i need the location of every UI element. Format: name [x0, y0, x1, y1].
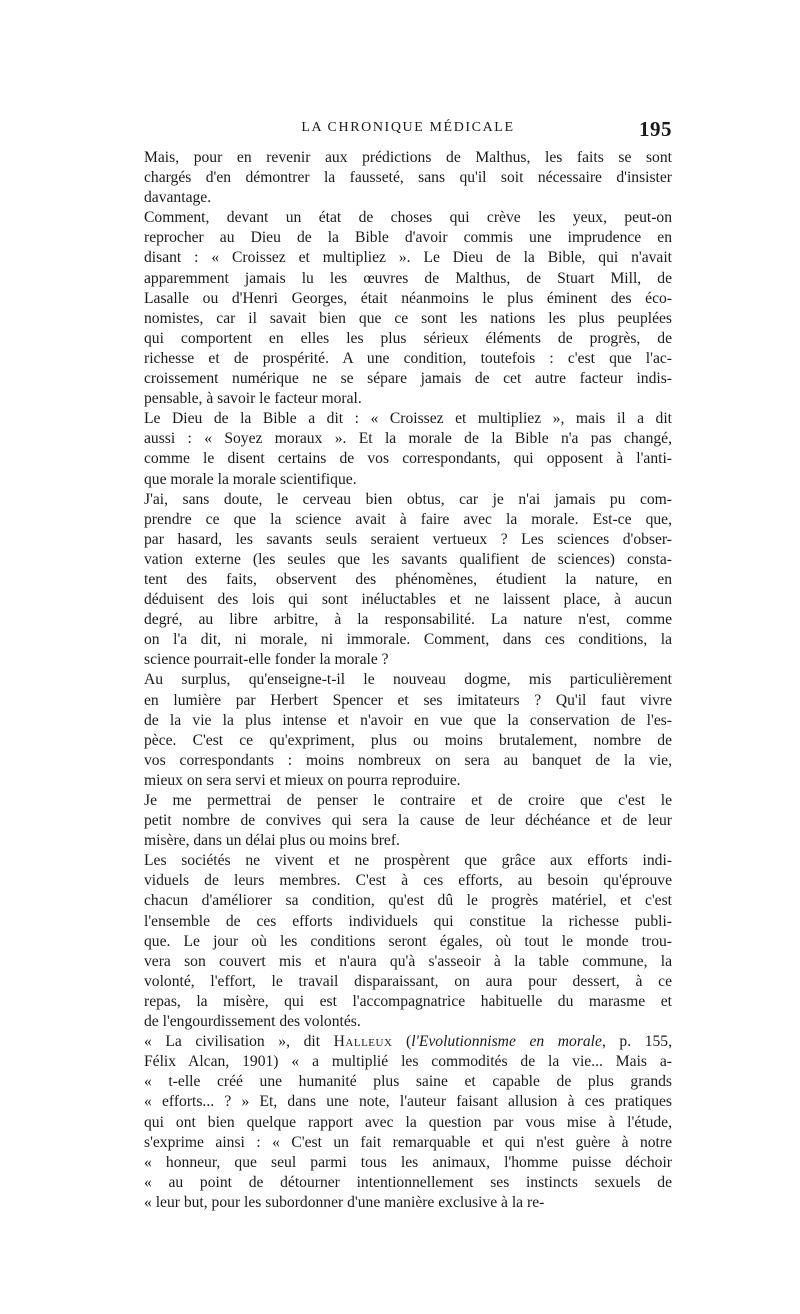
paragraph — [144, 148, 672, 208]
text-line: disant : « Croissez et multipliez ». Le Dieu de la Bible, qui n'avait — [144, 249, 672, 267]
text-line: que morale la morale scientifique. — [144, 470, 357, 488]
text-segment: « La civilisation », dit — [144, 1033, 334, 1051]
paragraph — [144, 851, 672, 1032]
author-name: Halleux — [333, 1033, 393, 1051]
text-line: qui comportent en elles les plus sérieux éléments de progrès, de — [144, 329, 672, 347]
text-line: de l'engourdissement des volontés. — [144, 1013, 361, 1031]
text-line: prendre ce que la science avait à faire avec la morale. Est-ce que, — [144, 510, 672, 528]
text-line: degré, au libre arbitre, à la responsabilité. La nature n'est, comme — [144, 611, 672, 629]
text-line: davantage. — [144, 189, 212, 207]
text-line — [144, 1133, 672, 1153]
text-line: apparemment jamais lu les œuvres de Malthus, de Stuart Mill, de — [144, 269, 672, 287]
text-line — [144, 1052, 672, 1072]
paragraph — [144, 670, 672, 791]
text-line: l'ensemble de ces efforts individuels qui constitue la richesse publi- — [144, 912, 672, 930]
text-segment: qui ont bien quelque rapport avec la question par vous mise à l'étude, — [144, 1113, 672, 1131]
text-line: misère, dans un délai plus ou moins bref. — [144, 832, 400, 850]
text-line: comme le disent certains de vos correspondants, qui opposent à l'anti- — [144, 450, 672, 468]
text-line: croissement numérique ne se sépare jamais de cet autre facteur indis- — [144, 370, 672, 388]
text-line: Comment, devant un état de choses qui crève les yeux, peut-on — [144, 209, 672, 227]
text-line: Mais, pour en revenir aux prédictions de Malthus, les faits se sont — [144, 149, 672, 166]
text-segment: ( — [392, 1033, 412, 1051]
text-line: chacun d'améliorer sa condition, qu'est dû le progrès matériel, et c'est — [144, 892, 672, 910]
text-line: Au surplus, qu'enseigne-t-il le nouveau dogme, mis particulièrement — [144, 671, 672, 689]
text-line: nomistes, car il savait bien que ce sont les nations les plus peuplées — [144, 309, 672, 327]
page-number: 195 — [639, 117, 672, 141]
text-line: de la vie la plus intense et n'avoir en vue que la conservation de l'es- — [144, 711, 672, 729]
running-header — [144, 118, 672, 140]
text-line: pèce. C'est ce qu'expriment, plus ou moins brutalement, nombre de — [144, 731, 672, 749]
paragraph — [144, 791, 672, 851]
paragraph — [144, 490, 672, 671]
text-line: science pourrait-elle fonder la morale ? — [144, 651, 389, 669]
text-line: déduisent des lois qui sont inéluctables et ne laissent place, à aucun — [144, 591, 672, 609]
text-line — [144, 1072, 672, 1092]
text-line: petit nombre de convives qui sera la cause de leur déchéance et de leur — [144, 812, 672, 830]
text-segment: « au point de détourner intentionnellement ses instincts sexuels de — [144, 1173, 672, 1191]
text-line: en lumière par Herbert Spencer et ses imitateurs ? Qu'il faut vivre — [144, 691, 672, 709]
text-line: Lasalle ou d'Henri Georges, était néanmoins le plus éminent des éco- — [144, 289, 672, 307]
text-line: vera son couvert mis et n'aura qu'à s'asseoir à la table commune, la — [144, 952, 672, 970]
text-line: par hasard, les savants seuls seraient vertueux ? Les sciences d'obser- — [144, 530, 672, 548]
text-line: reprocher au Dieu de la Bible d'avoir commis une imprudence en — [144, 229, 672, 247]
text-line: viduels de leurs membres. C'est à ces efforts, au besoin qu'éprouve — [144, 872, 672, 890]
book-title: l'Evolutionnisme en morale — [411, 1033, 602, 1051]
text-line — [144, 1092, 672, 1112]
text-line: aussi : « Soyez moraux ». Et la morale de la Bible n'a pas changé, — [144, 430, 672, 448]
text-line — [144, 1032, 672, 1052]
text-line: J'ai, sans doute, le cerveau bien obtus, car je n'ai jamais pu com- — [144, 490, 672, 508]
body-text — [144, 148, 672, 1213]
text-line: tent des faits, observent des phénomènes, étudient la nature, en — [144, 570, 672, 588]
text-segment: « efforts... ? » Et, dans une note, l'auteur faisant allusion à ces pratiques — [144, 1093, 672, 1111]
text-line: vation externe (les seules que les savants qualifient de sciences) consta- — [144, 550, 672, 568]
text-line: repas, la misère, qui est l'accompagnatrice habituelle du marasme et — [144, 992, 672, 1010]
running-title: LA CHRONIQUE MÉDICALE — [301, 120, 515, 135]
text-segment: « honneur, que seul parmi tous les animaux, l'homme puisse déchoir — [144, 1153, 672, 1171]
text-segment: , p. 155, — [601, 1033, 672, 1051]
text-line: vos correspondants : moins nombreux on sera au banquet de la vie, — [144, 751, 672, 769]
text-line — [144, 1153, 672, 1173]
text-segment: Félix Alcan, 1901) « a multiplié les commodités de la vie... Mais a- — [144, 1053, 672, 1071]
paragraph — [144, 208, 672, 409]
text-segment: « leur but, pour les subordonner d'une manière exclusive à la re- — [144, 1193, 545, 1211]
text-line — [144, 1173, 672, 1193]
text-line: on l'a dit, ni morale, ni immorale. Comment, dans ces conditions, la — [144, 631, 672, 649]
text-line — [144, 1113, 672, 1133]
text-line: Le Dieu de la Bible a dit : « Croissez et multipliez », mais il a dit — [144, 410, 672, 428]
text-line — [144, 1193, 672, 1213]
text-segment: s'exprime ainsi : « C'est un fait remarquable et qui n'est guère à notre — [144, 1133, 672, 1151]
text-line: chargés d'en démontrer la fausseté, sans qu'il soit nécessaire d'insister — [144, 169, 672, 187]
text-line: Les sociétés ne vivent et ne prospèrent que grâce aux efforts indi- — [144, 852, 672, 870]
text-line: mieux on sera servi et mieux on pourra reproduire. — [144, 771, 461, 789]
text-line: richesse et de prospérité. A une condition, toutefois : c'est que l'ac- — [144, 349, 672, 367]
text-line: que. Le jour où les conditions seront égales, où tout le monde trou- — [144, 932, 672, 950]
paragraph — [144, 1032, 672, 1213]
text-line: volonté, l'effort, le travail disparaissant, on aura pour dessert, à ce — [144, 972, 672, 990]
paragraph — [144, 409, 672, 489]
text-line: Je me permettrai de penser le contraire et de croire que c'est le — [144, 792, 672, 809]
text-line: pensable, à savoir le facteur moral. — [144, 390, 362, 408]
text-segment: « t-elle créé une humanité plus saine et capable de plus grands — [144, 1073, 672, 1091]
